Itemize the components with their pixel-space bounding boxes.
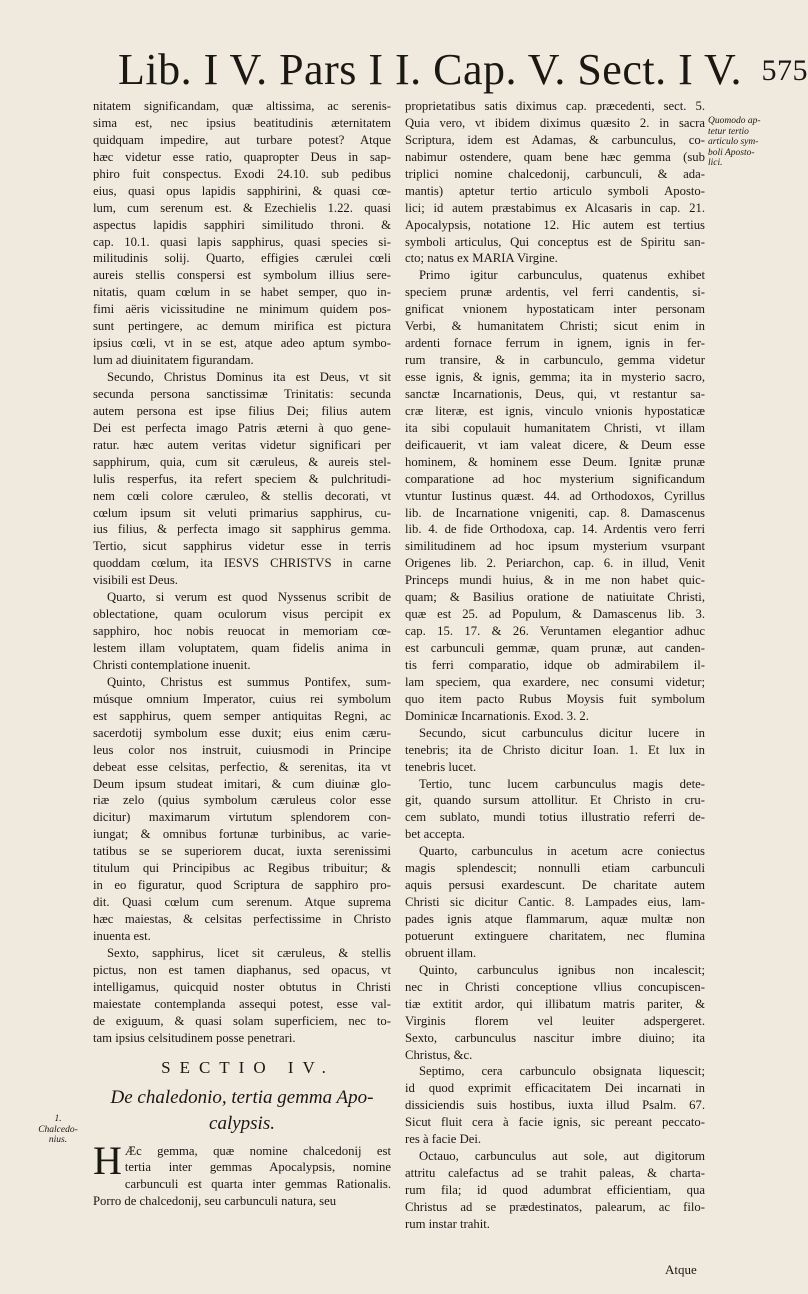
margin-note-line: nius. (48, 1135, 68, 1145)
text-line: visibili est Deus. (93, 573, 178, 588)
chapter-title-line-2: calypsis. (209, 1112, 275, 1134)
text-line: nabimur ostendere, quam bene hæc gemma (sub (405, 149, 705, 164)
paragraph (93, 98, 391, 369)
text-line: proprietatibus satis diximus cap. præcedenti, sect. 5. (405, 99, 705, 113)
paragraph (405, 98, 705, 267)
text-line: esse ignis, & ignis, gemma; ita in mysterio sacro, (405, 370, 705, 384)
text-line: lam speciem, qua exardere, nec consumi videtur; (405, 674, 705, 689)
text-line: militudinis solij. Quarto, effigies cærulei cœli (93, 251, 391, 266)
text-line: Quia vero, vt ibidem diximus quæsito 2. in sacra (405, 115, 705, 130)
text-line: speciem prunæ ardentis, vel ferri candentis, si- (405, 285, 705, 300)
margin-note-right (708, 116, 788, 169)
text-line: hominem, & hominem esse Deum. Ignitæ prunæ (405, 454, 705, 469)
text-line: iungat; & omnibus fortunæ turbinibus, ac varie- (93, 827, 391, 842)
text-line: tatibus se se superiorem ducat, iuxta serenissimi (93, 844, 391, 859)
text-line: Verbi, & humanitatem Christi; sicut enim in (405, 319, 705, 334)
text-line: triplici nomine chalcedonij, carbunculi, & ada- (405, 166, 705, 181)
text-line: Septimo, cera carbunculo obsignata liquescit; (419, 1064, 705, 1079)
text-line: debeat esse celsitas, perfectio, & serenitas, ita vt (93, 759, 391, 774)
catchword: Atque (665, 1262, 697, 1277)
text-line: Quinto, Christus est summus Pontifex, sum- (107, 674, 391, 689)
text-line: Quarto, si verum est quod Nyssenus scribit de (107, 590, 391, 605)
text-line: Tertio, tunc lucem carbunculus magis dete- (419, 776, 705, 791)
text-line: rum instar trahit. (405, 1216, 490, 1231)
text-line: dit. Quasi cœlum cum serenum. Atque suprema (93, 895, 391, 910)
paragraph (405, 843, 705, 962)
text-line: magis splendescit; nonnulli etiam carbunculi (405, 861, 705, 876)
text-line: ita sibi copulauit humanitatem Christi, vt illam (405, 420, 705, 435)
text-line: bet accepta. (405, 827, 465, 842)
text-line: git, quando sursum attollitur. Et Christo in cru- (405, 793, 705, 808)
text-line: Christi contemplatione inuenit. (93, 657, 251, 672)
margin-note-line: tetur tertio (708, 126, 749, 137)
text-line: de exiguum, & quasi solam superficiem, nec to- (93, 1013, 391, 1028)
text-line: intelligamus, quicquid noster obtutus in Christi (93, 979, 391, 994)
text-line: comparatione ad hoc mysterium significandum (405, 471, 705, 486)
margin-note-line: 1. (54, 1114, 62, 1124)
running-header (118, 44, 808, 96)
text-line: autem persona est ipse filius Dei; filius autem (93, 403, 391, 418)
text-line: phiro fuit conspectus. Exodi 24.10. sub pedibus (93, 166, 391, 181)
text-line: leus color nos instruit, cuiusmodi in Principe (93, 742, 391, 757)
paragraph (93, 369, 391, 589)
text-line: ipsius cœli, vt in se est, atque adeo aptum symbo- (93, 336, 391, 351)
text-line: lulis resperfus, ita refert speciem & pulchritudi- (93, 471, 391, 486)
text-line: tis ferri comparatio, idque ob admirabilem il- (405, 657, 705, 672)
text-line: Christus ad se prædestinatos, palearum, ac filo- (405, 1199, 705, 1214)
text-line: ardenti fornace ferrum in ignem, ignis in fer- (405, 336, 705, 351)
text-line: quidquam impedire, aut turbare potest? Atque (93, 132, 391, 147)
text-line: Quarto, carbunculus in acetum acre coniectus (419, 844, 705, 859)
text-line: oblectatione, quam oculorum visus percipit ex (93, 607, 391, 622)
text-line: tiæ extitit ardor, qui illibatum matris pariter, & (405, 996, 705, 1011)
text-line: sanctæ Incarnationis, Deus, qui, vt restantur sa- (405, 386, 705, 401)
text-line: hæc videtur esse ratio, quapropter Deus in sap- (93, 149, 391, 164)
text-line: sapphirum, quia, cum sit cæruleus, & aureis stel- (93, 454, 391, 469)
text-line: Sexto, carbunculus nascitur imbre diuino; ita (405, 1030, 705, 1045)
text-line: similitudinem ad hoc ipsum mysterium vsurpant (405, 539, 705, 554)
text-line: sacerdotij symbolum esse duxit; eius enim cæru- (93, 725, 391, 740)
right-column (405, 98, 705, 1233)
drop-cap: H (93, 1137, 122, 1183)
margin-note-line: articulo sym- (708, 137, 759, 147)
paragraph (405, 776, 705, 844)
text-line: fimi aëris vicissitudine ne minimum quidem pos- (93, 302, 391, 317)
text-line: Æc gemma, quæ nomine chalcedonij est (124, 1143, 391, 1158)
text-line: quo item pacto Rubus Moysis fuit symbolum (405, 691, 705, 706)
text-line: nec in Christi conceptione vllius concupiscen- (405, 979, 705, 994)
text-line: hæc maiestas, & celsitas perfectissime in Christo (93, 912, 391, 926)
text-line: est sapphirus, quem semper antiquitas Regni, ac (93, 708, 391, 723)
text-line: rum fila; id quod adumbrat efficientiam, qua (405, 1183, 705, 1197)
text-line: eius, quasi opus lapidis sapphirini, & quasi cœ- (93, 183, 391, 198)
text-line: nitatem significandam, quæ altissima, ac serenis- (93, 99, 391, 113)
text-line: lum ad diuinitatem figurandam. (93, 353, 254, 368)
paragraph (405, 725, 705, 776)
text-line: maiestate contemplanda assequi potest, esse val- (93, 996, 391, 1011)
text-line: ratur. hæc autem veritas videtur significari per (93, 437, 391, 452)
text-line: lestem illam voluptatem, quam fidelis anima in (93, 641, 391, 655)
text-line: potuerunt extinguere charitatem, nec flumina (405, 928, 705, 943)
paragraph (405, 962, 705, 1064)
text-line: sapphiro, hoc nobis reuocat in memoriam cœ- (93, 624, 391, 639)
text-line: nem cœli colore cæruleo, & stellis decorati, vt (93, 488, 391, 503)
text-line: Deum ipsum studeat imitari, & cum diuinæ glo- (93, 776, 391, 791)
paragraph (93, 674, 391, 945)
text-line: deificauerit, vt iam valeat dicere, & Deum esse (405, 437, 705, 452)
text-line: sima est, nec ipsius beatitudinis æternitatem (93, 115, 391, 130)
text-line: aspectus lapidis sapphiri similitudo throni. & (93, 217, 391, 232)
text-line: tenebris lucet. (405, 759, 477, 774)
text-line: Sicut fluit cera à facie ignis, sic pereant peccato- (405, 1115, 705, 1130)
text-line: Apocalypsis, notatione 12. Hic autem est tertius (405, 217, 705, 232)
text-line: ius filius, & perfecta imago sit sapphirus gemma. (93, 522, 391, 537)
text-line: Sexto, sapphirus, licet sit cæruleus, & stellis (107, 945, 391, 960)
text-line: secunda persona sanctissimæ Trinitatis: secunda (93, 386, 391, 401)
text-line: tenebris; ita de Christo dicitur Ioan. 1. Et lux in (405, 742, 705, 757)
text-line: aureis stellis conspersi est symbolum illius sere- (93, 268, 391, 283)
text-line: carbunculi est quarta inter gemmas Rationalis. (124, 1177, 391, 1192)
text-line: músque omnium Imperator, cuius rei symbolum (93, 691, 391, 706)
text-line: lib. 4. de fide Orthodoxa, cap. 14. Ardentis vero ferri (405, 522, 705, 537)
margin-note-line: Quomodo ap- (708, 116, 761, 126)
text-line: quam; & Basilius oratione de natiuitate Christi, (405, 590, 705, 605)
text-line: Princeps mundi huius, & in me non habet quic- (405, 573, 705, 588)
text-line: res à facie Dei. (405, 1132, 482, 1147)
text-line: Secundo, sicut carbunculus dicitur lucere in (419, 725, 705, 740)
text-line: rum transire, & in carbunculo, gemma videtur (405, 353, 705, 368)
text-line: dicitur) maximarum virtutum splendorem con- (93, 810, 391, 825)
header-title: Lib. I V. Pars I I. Cap. V. Sect. I V. (118, 45, 743, 94)
text-line: cap. 15. 17. & 26. Veruntamen elegantior adhuc (405, 624, 705, 639)
text-line: attritu calefactus ad se trahit paleas, & charta- (405, 1166, 705, 1181)
chapter-title-line-1: De chaledonio, tertia gemma Apo- (110, 1086, 374, 1108)
text-line: quoddam cœlum, ita IESVS CHRISTVS in carne (93, 556, 391, 571)
text-line: pictus, non est tamen diaphanus, sed opacus, vt (93, 962, 391, 977)
text-line: Christi sic dicitur Cantic. 8. Lampades eius, lam- (405, 895, 705, 910)
page-number: 575 (761, 54, 808, 87)
text-line: cto; natus ex MARIA Virgine. (405, 251, 558, 266)
text-line: cœlum ipsum sit veluti primarius sapphirus, cu- (93, 505, 391, 520)
paragraph (93, 945, 391, 1047)
margin-note-line: Chalcedo- (38, 1124, 78, 1135)
paragraph (405, 1063, 705, 1148)
text-line: Christus, &c. (405, 1047, 473, 1062)
text-line: obruent illam. (405, 945, 477, 960)
text-line: Porro de chalcedonij, seu carbunculi natura, seu (93, 1194, 337, 1209)
text-line: Origenes lib. 2. Periarchon, cap. 6. in illud, Venit (405, 556, 705, 571)
text-line: gnificat vnionem hypostaticam inter personam (405, 302, 705, 317)
paragraph-with-dropcap (93, 1137, 391, 1211)
text-line: quæ est 25. ad Populum, & Damascenus lib. 3. (405, 607, 705, 622)
text-line: dissiciendis suis hostibus, iuxta illud Psalm. 67. (405, 1098, 705, 1113)
text-line: lici; id autem præstabimus ex Alcasaris in cap. 21. (405, 200, 705, 215)
text-line: Quinto, carbunculus ignibus non incalescit; (419, 962, 705, 977)
text-line: sunt pertingere, ac demum mirifica est pictura (93, 319, 391, 334)
text-line: vtuntur Iustinus quæst. 44. ad Orthodoxos, Cyrillus (405, 488, 705, 503)
text-line: nitatis, quam cœlum in se habet semper, quo in- (93, 285, 391, 300)
text-line: Secundo, Christus Dominus ita est Deus, vt sit (107, 370, 391, 384)
text-line: lum, cum serenum est. & Ezechielis 1.22. quasi (93, 200, 391, 215)
text-line: tertia inter gemmas Apocalypsis, nomine (124, 1160, 391, 1175)
paragraph (405, 267, 705, 724)
text-line: Octauo, carbunculus aut sole, aut digitorum (419, 1149, 705, 1164)
text-line: cræ literæ, est ignis, vinculo vnionis hypostaticæ (405, 403, 705, 418)
text-line: symboli articulus, Qui conceptus est de Spiritu san- (405, 234, 705, 249)
margin-note-left (28, 1114, 88, 1146)
text-line: Tertio, sicut sapphirus videtur esse in terris (93, 539, 391, 554)
text-line: lib. de Incarnatione vnigeniti, cap. 8. Damascenus (405, 505, 705, 520)
text-line: pades ignis atque flammarum, aquæ multæ non (405, 912, 705, 926)
text-line: tam ipsius celsitudinem posse penetrari. (93, 1030, 296, 1045)
margin-note-line: boli Aposto- (708, 147, 755, 158)
margin-note-line: lici. (708, 158, 723, 168)
paragraph (93, 589, 391, 674)
text-line: titulum qui Principibus ac Regibus tribuitur; & (93, 861, 391, 876)
paragraph (405, 1148, 705, 1233)
text-line: Scriptura, idem est Adamas, & carbunculus, co- (405, 132, 705, 147)
section-heading: SECTIO IV. (161, 1057, 335, 1077)
text-line: cem sublato, mundi totius illustratio referri de- (405, 810, 705, 825)
text-line: cap. 10.1. quasi lapis sapphirus, quasi species si- (93, 234, 391, 249)
text-line: est carbunculi gemmæ, quam prunæ, aut canden- (405, 641, 705, 655)
text-line: Dominicæ Incarnationis. Exod. 3. 2. (405, 708, 589, 723)
text-line: Primo igitur carbunculus, quatenus exhibet (419, 268, 705, 283)
text-line: in eo figuratur, quod Scriptura de sapphiro pro- (93, 878, 391, 893)
text-line: mantis) aptetur tertio articulo symboli Aposto- (405, 183, 705, 198)
text-line: inuenta est. (93, 928, 151, 943)
text-line: aquis persusi exardescunt. De charitate autem (405, 878, 705, 893)
left-column (93, 98, 391, 1210)
text-line: Virginis florem vel leuiter adspergeret. (405, 1013, 705, 1028)
text-line: id quod exprimit efficacitatem Dei incarnati in (405, 1081, 705, 1096)
text-line: riæ zelo (quius symbolum cæruleus color esse (93, 793, 391, 808)
text-line: Dei est perfecta imago Patris æterni à quo gene- (93, 420, 391, 435)
